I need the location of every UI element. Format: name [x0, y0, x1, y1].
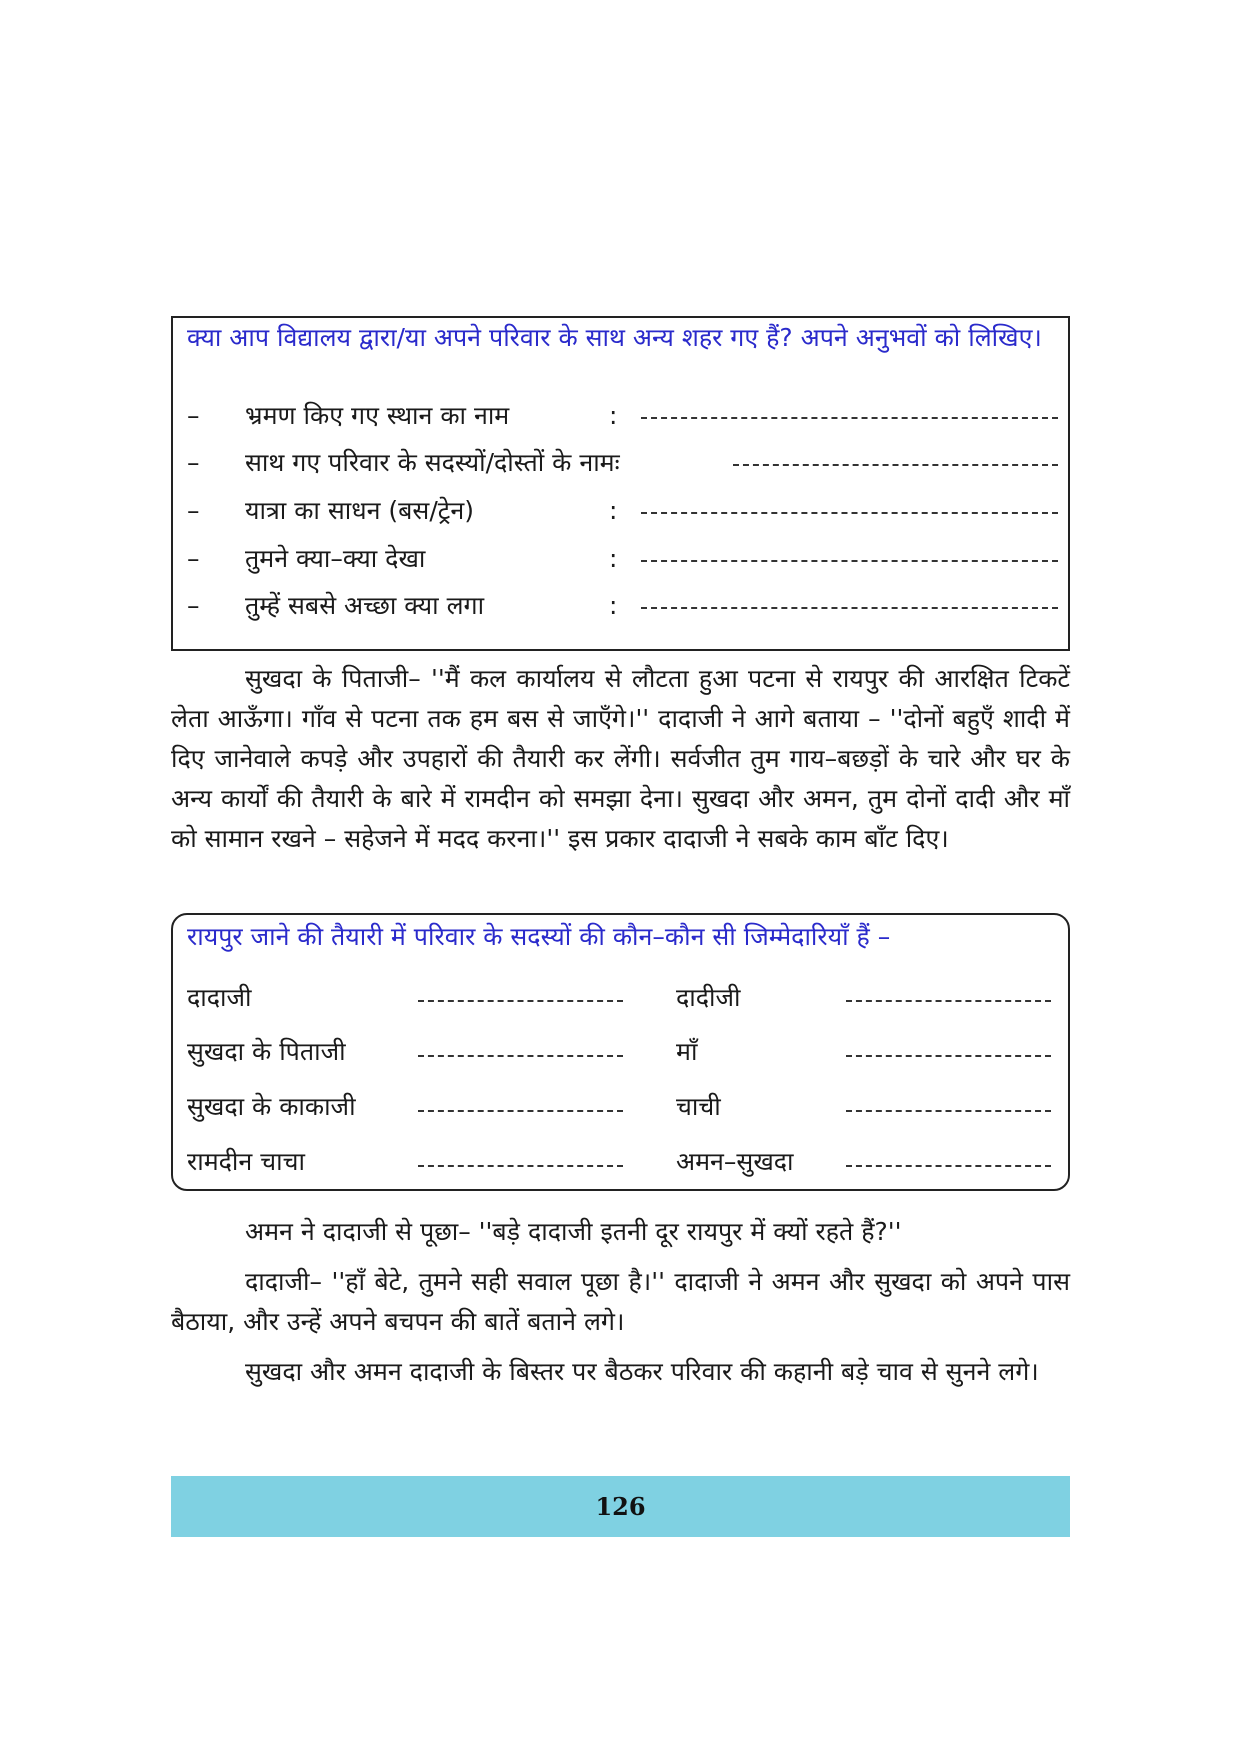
liked-row — [173, 586, 1072, 626]
member-label: अमन–सुखदा — [676, 1147, 794, 1176]
story-paragraph-4: सुखदा और अमन दादाजी के बिस्तर पर बैठकर परिवार की कहानी बड़े चाव से सुनने लगे। — [245, 1357, 1039, 1386]
member-label: चाची — [676, 1092, 721, 1121]
dash: – — [187, 448, 200, 477]
member-label: सुखदा के काकाजी — [187, 1092, 356, 1121]
responsibilities-box — [171, 913, 1070, 1191]
colon: : — [609, 496, 618, 525]
colon: : — [609, 544, 618, 573]
member-label: माँ — [676, 1037, 698, 1066]
place-row — [173, 396, 1072, 436]
story-paragraph-3: दादाजी– ''हाँ बेटे, तुमने सही सवाल पूछा है।'' दादाजी ने अमन और सुखदा को अपने पास बैठाया, और उन्हें अपने बचपन की बातें बताने लगे। — [171, 1267, 1070, 1336]
member-blank[interactable] — [418, 1110, 623, 1112]
dash: – — [187, 496, 200, 525]
member-blank[interactable] — [846, 1055, 1051, 1057]
page-footer — [171, 1476, 1070, 1537]
member-label: सुखदा के पिताजी — [187, 1037, 346, 1066]
dash: – — [187, 401, 200, 430]
member-label: दादाजी — [187, 983, 252, 1012]
dash: – — [187, 591, 200, 620]
member-blank[interactable] — [418, 1000, 623, 1002]
experience-box — [171, 316, 1070, 651]
member-blank[interactable] — [418, 1055, 623, 1057]
companions-row — [173, 443, 1072, 483]
companions-blank[interactable] — [733, 464, 1058, 466]
member-blank[interactable] — [846, 1165, 1051, 1167]
seen-label: तुमने क्या–क्या देखा — [245, 544, 426, 573]
place-blank[interactable] — [641, 417, 1058, 419]
member-label: दादीजी — [676, 983, 741, 1012]
transport-blank[interactable] — [641, 512, 1058, 514]
member-label: रामदीन चाचा — [187, 1147, 305, 1176]
story-paragraph-1: सुखदा के पिताजी– ''मैं कल कार्यालय से लौटता हुआ पटना से रायपुर की आरक्षित टिकटें लेता आऊँगा। गाँव से पटना तक हम बस से जाएँगे।'' दादाजी ने आगे बताया – ''दोनों बहुएँ शादी में दिए जानेवाले कपड़े और उपहारों की तैयारी कर लेंगी। सर्वजीत तुम गाय–बछड़ों के चारे और घर के अन्य कार्यों की तैयारी के बारे में रामदीन को समझा देना। सुखदा और अमन, तुम दोनों दादी और माँ को सामान रखने – सहेजने में मदद करना।'' इस प्रकार दादाजी ने सबके काम बाँट दिए। — [171, 664, 1070, 853]
place-label: भ्रमण किए गए स्थान का नाम — [245, 401, 510, 430]
member-blank[interactable] — [418, 1165, 623, 1167]
colon: : — [609, 401, 618, 430]
transport-row — [173, 491, 1072, 531]
dash: – — [187, 544, 200, 573]
story-paragraph-2: अमन ने दादाजी से पूछा– ''बड़े दादाजी इतनी दूर रायपुर में क्यों रहते हैं?'' — [245, 1217, 902, 1246]
page-number: 126 — [595, 1492, 646, 1521]
liked-label: तुम्हें सबसे अच्छा क्या लगा — [245, 591, 485, 620]
responsibilities-question: रायपुर जाने की तैयारी में परिवार के सदस्यों की कौन–कौन सी जिम्मेदारियाँ हैं – — [187, 922, 891, 951]
companions-label: साथ गए परिवार के सदस्यों/दोस्तों के नामः — [245, 448, 620, 477]
seen-blank[interactable] — [641, 560, 1058, 562]
seen-row — [173, 539, 1072, 579]
member-blank[interactable] — [846, 1000, 1051, 1002]
member-blank[interactable] — [846, 1110, 1051, 1112]
liked-blank[interactable] — [641, 607, 1058, 609]
colon: : — [609, 591, 618, 620]
experience-question: क्या आप विद्यालय द्वारा/या अपने परिवार के साथ अन्य शहर गए हैं? अपने अनुभवों को लिखिए। — [187, 323, 1042, 352]
transport-label: यात्रा का साधन (बस/ट्रेन) — [245, 496, 474, 525]
